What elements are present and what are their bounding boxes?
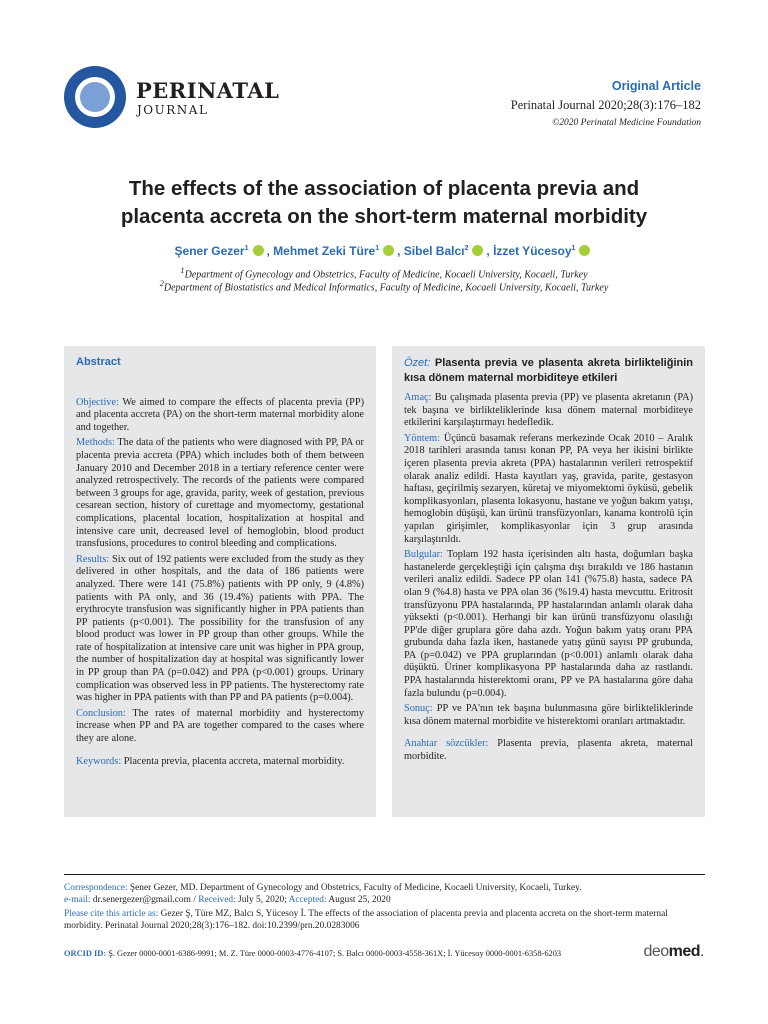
orcid-icon[interactable] [383,245,394,256]
abstract-heading: Abstract [76,356,121,368]
author-affiliation-mark: 1 [375,245,380,252]
publisher-part: med [668,943,701,960]
author-name[interactable]: Şener Gezer [174,244,245,258]
section-label: Methods: [76,437,115,449]
article-title [40,175,728,231]
email-label: e-mail: [64,895,91,905]
dates-line: e-mail: dr.senergezer@gmail.com / Received: July 5, 2020; Accepted: August 25, 2020 [64,895,391,905]
title-line-1: The effects of the association of placenta previa and [128,177,640,200]
section-text: Toplam 192 hasta içerisinden altı hasta, doğumları başka hastanelerde gerçekleştiği için çalışma dışı bırakıldı ve 186 hastanın verileri analiz edildi. Sadece PP olan 141 (%75.8) hasta, sadece PA olan 9 (%4.8) hasta ve PPA olan 36 (%19.4) hasta mevcuttu. Eritrosit transfüzyonu PPA hastalarında, PP hastalarından anlamlı olarak daha yüksekti (p<0.001). Herhangi bir kan ürünü transfüzyonu olasılığı PP'de diğer gruplara göre daha azdı. Yoğun bakım yatış oranı PPA grubunda daha fazla iken, hastanede yatış günü sayısı PP grubunda, PA (p=0.042) ve PPA gruplarından (p<0.001) anlamlı olarak daha düşüktü. Üriner komplikasyona PP hastalarında daha az rastlandı. PPA hastalarında histerektomi oranı, PP ve PA hastalarına göre daha fazla bulundu (p=0.004). [404,549,693,699]
correspondence-line [64,883,705,895]
author-name[interactable]: Sibel Balcı [403,244,465,258]
author-list: Şener Gezer$^1$ , Mehmet Zeki Türe$^1$ , Sibel Balcı$^2$ , İzzet Yücesoy$^1$ [40,244,728,258]
section-text: Bu çalışmada plasenta previa (PP) ve plasenta akretanın (PA) tek başına ve birlikteliklerinde kısa dönem maternal morbiditeye etkilerini karşılaştırmayı hedefledik. [404,392,694,429]
footer-divider [64,874,705,875]
affiliation-number: 1 [180,266,185,275]
section-text: PP ve PA'nın tek başına bulunmasına göre birlikteliklerinde kısa dönem maternal morbidite ve histerektomi oranları artmaktadır. [404,703,693,727]
ozet-heading [404,356,693,386]
section-text: The data of the patients who were diagnosed with PP, PA or placenta previa accreta (PPA) which includes both of them between January 2010 and December 2018 in a tertiary reference center were analyzed retrospectively. The records of the patients were compared between 3 groups for age, gravida, parity, week of gestation, previous cesarean section, history of curettage and myomectomy, gestational complications, placental location, hospitalization at hospital and intensive care unit, decreased level of hemoglobin, blood product transfusions, procedures to control bleeding and complications. [76,437,364,550]
orcid-icon[interactable] [579,245,590,256]
author-affiliation-mark: 2 [464,245,469,252]
accepted-date: August 25, 2020 [328,895,391,905]
abstract-conclusion [76,708,364,746]
section-label: Anahtar sözcükler: [404,738,489,750]
author-name[interactable]: İzzet Yücesoy [493,244,572,258]
abstract-methods [76,437,364,550]
section-label: Yöntem: [404,432,441,444]
ozet-bulgular [404,549,693,700]
affiliation-text: Department of Gynecology and Obstetrics, Faculty of Medicine, Kocaeli University, Kocaeli, Turkey [184,269,588,281]
author-affiliation-mark: 1 [244,245,249,252]
abstract-english [64,346,376,817]
section-text: The rates of maternal morbidity and hysterectomy increase when PP and PA are together compared to the cases where they are alone. [76,707,364,745]
author-affiliation-mark: 1 [571,245,576,252]
ozet-sonuc [404,703,693,728]
cite-line [64,909,705,932]
publisher-part: deo [643,943,669,960]
correspondence-label: Correspondence: [64,883,128,893]
section-text: Üçüncü basamak referans merkezinde Ocak 2010 – Aralık 2018 tarihleri arasında tanısı konan PP, PA veya her ikisini birlikte içeren plasenta previa akreta (PPA) hastalarının verileri retrospektif olarak analiz edildi. Hasta kayıtları yaş, gravida, parite, gestasyon haftası, geçirilmiş sezaryen, küretaj ve miyomektomi öyküsü, gebelik komplikasyonları, plasenta lokasyonu, hastane ve yoğun bakım yatışı, hemoglobin düşüşü, kan ürünü transfüzyonları, kanama kontrolü için yapılan girişimler, komplikasyonlar için 3 grup arasında karşılaştırıldı. [404,432,694,545]
copyright: ©2020 Perinatal Medicine Foundation [552,118,701,128]
section-text: Plasenta previa, plasenta akreta, maternal morbidite. [404,738,693,763]
section-label: Objective: [76,396,119,408]
ozet-yontem [404,433,693,546]
orcid-icon[interactable] [253,245,264,256]
email-link[interactable]: dr.senergezer@gmail.com [92,895,191,905]
ozet-title: Plasenta previa ve plasenta akreta birlikteliğinin kısa dönem maternal morbiditeye etkileri [404,357,693,384]
section-label: Results: [76,553,110,565]
affiliation-text: Department of Biostatistics and Medical Informatics, Faculty of Medicine, Kocaeli University, Kocaeli, Turkey [163,282,609,294]
publisher-part: . [700,943,704,960]
logo-core [80,82,110,112]
affiliation-number: 2 [159,279,164,288]
journal-name: PERINATAL [136,78,280,103]
abstract-turkish [392,346,705,817]
section-label: Bulgular: [404,549,443,561]
orcid-line [64,949,561,958]
orcid-label: ORCID ID: [64,949,107,958]
received-date: July 5, 2020; [238,895,287,905]
ozet-label: Özet: [404,357,431,369]
affiliation-2 [40,279,728,293]
title-line-2: placenta accreta on the short-term maternal morbidity [120,205,648,228]
orcid-text: Ş. Gezer 0000-0001-6386-9991; M. Z. Türe 0000-0003-4776-4107; S. Balcı 0000-0003-4558-361X; İ. Yücesoy 0000-0001-6358-6203 [108,949,562,958]
journal-citation: Perinatal Journal 2020;28(3):176–182 [510,98,701,112]
author-name[interactable]: Mehmet Zeki Türe [273,244,376,258]
abstract-results [76,554,364,705]
section-label: Conclusion: [76,707,126,719]
section-text: Placenta previa, placenta accreta, maternal morbidity. [123,755,345,767]
section-text: We aimed to compare the effects of placenta previa (PP) and placenta accreta (PA) on the short-term maternal morbidity alone and together. [76,396,364,433]
abstract-keywords [76,756,364,769]
orcid-icon[interactable] [472,245,483,256]
section-label: Sonuç: [404,703,433,715]
section-label: Amaç: [404,392,432,403]
correspondence-text: Şener Gezer, MD. Department of Gynecology and Obstetrics, Faculty of Medicine, Kocaeli University, Kocaeli, Turkey. [129,883,582,893]
section-text: Six out of 192 patients were excluded from the study as they delivered in other hospitals, and the data of 186 patients were analyzed. There were 141 (75.8%) patients with PP only, 9 (4.8%) patients with PA only, and 36 (19.4%) patients with PPA. The erythrocyte transfusion was significantly higher in PPA patients than PP patients (p<0.001). The possibility for the transfusion of any blood product was lower in PP group than other groups. While the rate of hospitalization at intensive care unit was higher in PPA group, the number of hospitalization day at hospital was significantly lower in PP group than PA (p=0.042) and PPA (p<0.001) groups. Urinary complication was observed less in PP patients. The hysterectomy rate was higher in PPA patients with than PP and PA patients (p=0.004). [76,553,364,704]
ozet-amac [404,392,693,430]
publisher-logo [643,943,704,961]
article-type: Original Article [611,79,701,93]
cite-text: Gezer Ş, Türe MZ, Balcı S, Yücesoy İ. The effects of the association of placenta previa and placenta accreta on the short-term maternal morbidity. Perinatal Journal 2020;28(3):176–182. doi:10.2399/prn.20.0283006 [64,909,668,931]
journal-logo [64,66,126,128]
cite-label: Please cite this article as: [64,909,159,919]
accepted-label: Accepted: [288,895,327,905]
received-label: Received: [198,895,236,905]
abstract-objective [76,397,364,435]
journal-subname: JOURNAL [137,103,209,117]
section-label: Keywords: [76,755,122,767]
ozet-keywords [404,738,693,763]
